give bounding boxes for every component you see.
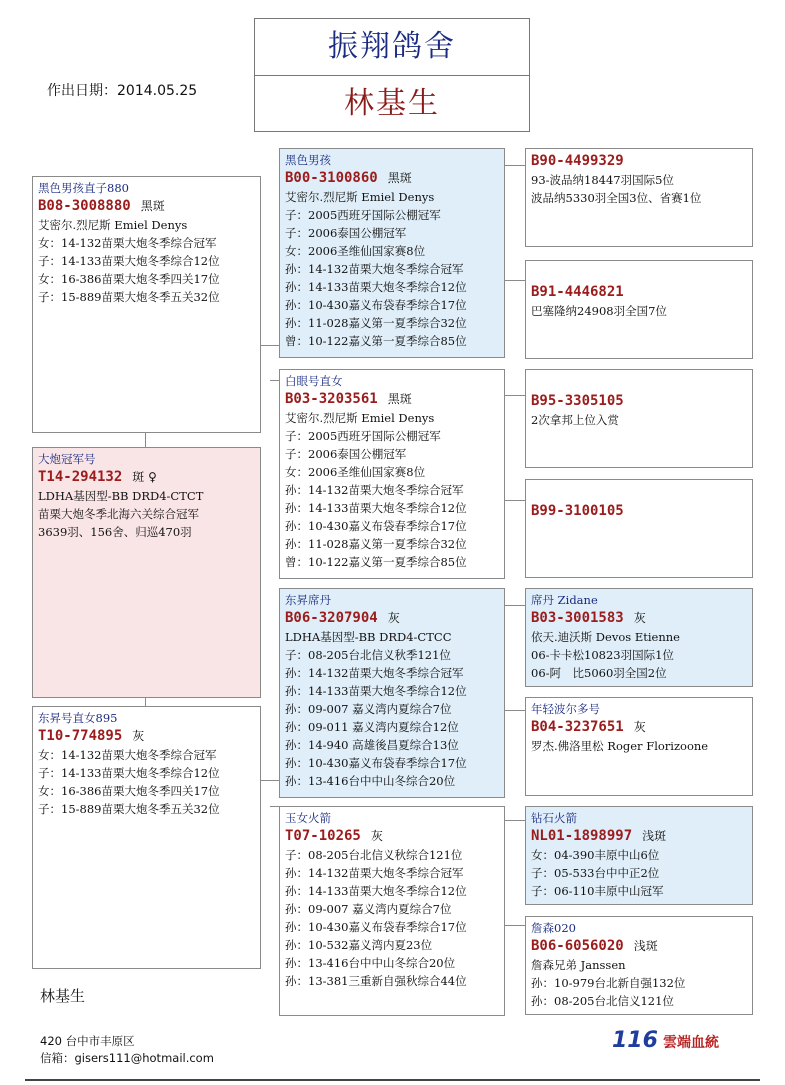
sire-line: 艾密尔.烈尼斯 Emiel Denys	[38, 218, 188, 232]
dsd-ring: B04-3237651	[531, 719, 624, 735]
sd-line: 孙：14-132苗栗大炮冬季综合冠军	[285, 483, 464, 497]
dds-line: 子：06-110丰原中山冠军	[531, 884, 664, 898]
ddd-line: 孙：08-205台北信义121位	[531, 994, 674, 1008]
sire-ring: B08-3008880	[38, 198, 131, 214]
ddd-name: 詹森020	[531, 921, 576, 935]
dd-line: 孙：09-007 嘉义湾内夏综合7位	[285, 902, 452, 916]
dds-name: 钻石火箭	[531, 811, 577, 825]
footer-address: 420 台中市丰原区	[40, 1034, 135, 1048]
connector	[145, 432, 146, 448]
connector	[504, 395, 525, 396]
dd-line: 孙：10-532嘉义湾内夏23位	[285, 938, 433, 952]
connector	[504, 710, 525, 711]
sss-line: 93-波品纳18447羽国际5位	[531, 173, 674, 187]
sds-card	[525, 369, 753, 468]
dam-dam-card	[279, 806, 505, 1016]
ds-line: 孙：09-007 嘉义湾内夏综合7位	[285, 702, 452, 716]
ds-line: LDHA基因型-BB DRD4-CTCC	[285, 630, 452, 644]
dsd-color: 灰	[633, 720, 646, 734]
sds-line: 2次拿邦上位入赏	[531, 413, 619, 427]
dd-line: 孙：13-381三重新自强秋综合44位	[285, 974, 467, 988]
ss-line: 艾密尔.烈尼斯 Emiel Denys	[285, 190, 435, 204]
sd-line: 孙：10-430嘉义布袋春季综合17位	[285, 519, 467, 533]
dd-line: 孙：14-132苗栗大炮冬季综合冠军	[285, 866, 464, 880]
ss-line: 孙：14-132苗栗大炮冬季综合冠军	[285, 262, 464, 276]
ddd-ring: B06-6056020	[531, 938, 624, 954]
dds-line: 子：05-533台中中正2位	[531, 866, 660, 880]
dam-card	[32, 706, 261, 969]
connector	[260, 780, 280, 781]
ss-line: 子：2005西班牙国际公棚冠军	[285, 208, 441, 222]
sd-line: 艾密尔.烈尼斯 Emiel Denys	[285, 411, 435, 425]
ss-line: 孙：10-430嘉义布袋春季综合17位	[285, 298, 467, 312]
sire-line: 子：14-133苗栗大炮冬季综合12位	[38, 254, 220, 268]
dds-color: 浅斑	[642, 829, 667, 843]
sd-line: 孙：11-028嘉义第一夏季综合32位	[285, 537, 467, 551]
ds-line: 孙：14-133苗栗大炮冬季综合12位	[285, 684, 467, 698]
sss-ring: B90-4499329	[531, 153, 624, 169]
ddd-line: 詹森兄弟 Janssen	[531, 958, 626, 972]
sire-line: 女：14-132苗栗大炮冬季综合冠军	[38, 236, 217, 250]
connector	[504, 280, 525, 281]
ss-ring: B00-3100860	[285, 170, 378, 186]
dam-line: 女：16-386苗栗大炮冬季四关17位	[38, 784, 220, 798]
sds-ring: B95-3305105	[531, 393, 624, 409]
ddd-color: 浅斑	[633, 939, 658, 953]
dss-line: 依天.迪沃斯 Devos Etienne	[531, 630, 680, 644]
connector	[504, 165, 525, 166]
sd-line: 子：2005西班牙国际公棚冠军	[285, 429, 441, 443]
dam-line: 子：14-133苗栗大炮冬季综合12位	[38, 766, 220, 780]
logo-number: 116	[612, 1028, 658, 1053]
ssd-line: 巴塞隆纳24908羽全国7位	[531, 304, 667, 318]
owner-title: 林基生	[344, 86, 440, 121]
dam-sire-card	[279, 588, 505, 798]
dd-ring: T07-10265	[285, 828, 361, 844]
ss-line: 女：2006圣维仙国家赛8位	[285, 244, 426, 258]
dss-line: 06-卡卡松10823羽国际1位	[531, 648, 674, 662]
dss-color: 灰	[633, 611, 646, 625]
sdd-card	[525, 479, 753, 578]
sire-name: 黑色男孩直子880	[38, 181, 129, 195]
ss-line: 曾：10-122嘉义第一夏季综合85位	[285, 334, 467, 348]
ds-color: 灰	[387, 611, 400, 625]
sss-line: 波品纳5330羽全国3位、省赛1位	[531, 191, 702, 205]
ds-ring: B06-3207904	[285, 610, 378, 626]
subject-line: 苗栗大炮冬季北海六关综合冠军	[38, 507, 199, 521]
subject-line: LDHA基因型-BB DRD4-CTCT	[38, 489, 204, 503]
ss-line: 孙：11-028嘉义第一夏季综合32位	[285, 316, 467, 330]
sd-line: 曾：10-122嘉义第一夏季综合85位	[285, 555, 467, 569]
sss-card	[525, 148, 753, 247]
ddd-card	[525, 916, 753, 1015]
loft-title: 振翔鸽舍	[255, 19, 529, 76]
sd-name: 白眼号直女	[285, 374, 343, 388]
connector	[504, 925, 525, 926]
sire-color: 黑斑	[140, 199, 165, 213]
dd-line: 孙：10-430嘉义布袋春季综合17位	[285, 920, 467, 934]
dds-card	[525, 806, 753, 905]
ss-line: 子：2006泰国公棚冠军	[285, 226, 407, 240]
logo-text: 雲端血統	[663, 1035, 720, 1051]
sd-color: 黑斑	[387, 392, 412, 406]
subject-line: 3639羽、156舍、归巡470羽	[38, 525, 192, 539]
ss-line: 孙：14-133苗栗大炮冬季综合12位	[285, 280, 467, 294]
sd-line: 子：2006泰国公棚冠军	[285, 447, 407, 461]
subject-card	[32, 447, 261, 698]
ss-name: 黑色男孩	[285, 153, 331, 167]
dsd-card	[525, 697, 753, 796]
dam-name: 东昇号直女895	[38, 711, 118, 725]
sdd-ring: B99-3100105	[531, 503, 624, 519]
dss-ring: B03-3001583	[531, 610, 624, 626]
ds-line: 子：08-205台北信义秋季121位	[285, 648, 451, 662]
subject-color: 斑 ♀	[132, 470, 157, 484]
dss-name: 席丹 Zidane	[531, 593, 598, 607]
connector	[504, 500, 525, 501]
logo	[612, 1028, 732, 1058]
ssd-ring: B91-4446821	[531, 284, 624, 300]
dd-name: 玉女火箭	[285, 811, 331, 825]
sire-line: 女：16-386苗栗大炮冬季四关17位	[38, 272, 220, 286]
ss-color: 黑斑	[387, 171, 412, 185]
subject-ring: T14-294132	[38, 469, 123, 485]
dd-line: 孙：13-416台中中山冬综合20位	[285, 956, 456, 970]
dss-card	[525, 588, 753, 687]
ds-line: 孙：09-011 嘉义湾内夏综合12位	[285, 720, 459, 734]
sd-line: 孙：14-133苗栗大炮冬季综合12位	[285, 501, 467, 515]
ddd-line: 孙：10-979台北新自强132位	[531, 976, 686, 990]
dd-line: 孙：14-133苗栗大炮冬季综合12位	[285, 884, 467, 898]
dds-line: 女：04-390丰原中山6位	[531, 848, 660, 862]
dsd-name: 年轻波尔多号	[531, 702, 600, 716]
dam-line: 女：14-132苗栗大炮冬季综合冠军	[38, 748, 217, 762]
ds-line: 孙：14-132苗栗大炮冬季综合冠军	[285, 666, 464, 680]
bottom-rule	[25, 1079, 760, 1081]
connector	[260, 345, 280, 346]
sire-card	[32, 176, 261, 433]
sire-sire-card	[279, 148, 505, 358]
date-label: 作出日期：2014.05.25	[47, 83, 198, 99]
ds-name: 东昇席丹	[285, 593, 331, 607]
dds-ring: NL01-1898997	[531, 828, 633, 844]
dam-line: 子：15-889苗栗大炮冬季五关32位	[38, 802, 220, 816]
dsd-line: 罗杰.佛洛里松 Roger Florizoone	[531, 739, 709, 753]
footer-owner-name: 林基生	[40, 987, 86, 1005]
footer-email: 信箱：gisers111@hotmail.com	[40, 1051, 214, 1065]
dam-ring: T10-774895	[38, 728, 123, 744]
sd-line: 女：2006圣维仙国家赛8位	[285, 465, 426, 479]
sire-line: 子：15-889苗栗大炮冬季五关32位	[38, 290, 220, 304]
dd-line: 子：08-205台北信义秋综合121位	[285, 848, 463, 862]
ds-line: 孙：13-416台中中山冬综合20位	[285, 774, 456, 788]
dss-line: 06-阿 比5060羽全国2位	[531, 666, 667, 680]
connector	[504, 820, 525, 821]
ds-line: 孙：10-430嘉义布袋春季综合17位	[285, 756, 467, 770]
ds-line: 孙：14-940 高雄後昌夏综合13位	[285, 738, 459, 752]
ssd-card	[525, 260, 753, 359]
sd-ring: B03-3203561	[285, 391, 378, 407]
sire-dam-card	[279, 369, 505, 579]
subject-name: 大炮冠军号	[38, 452, 96, 466]
connector	[504, 605, 525, 606]
dam-color: 灰	[132, 729, 145, 743]
title-box	[254, 18, 530, 132]
dd-color: 灰	[370, 829, 383, 843]
